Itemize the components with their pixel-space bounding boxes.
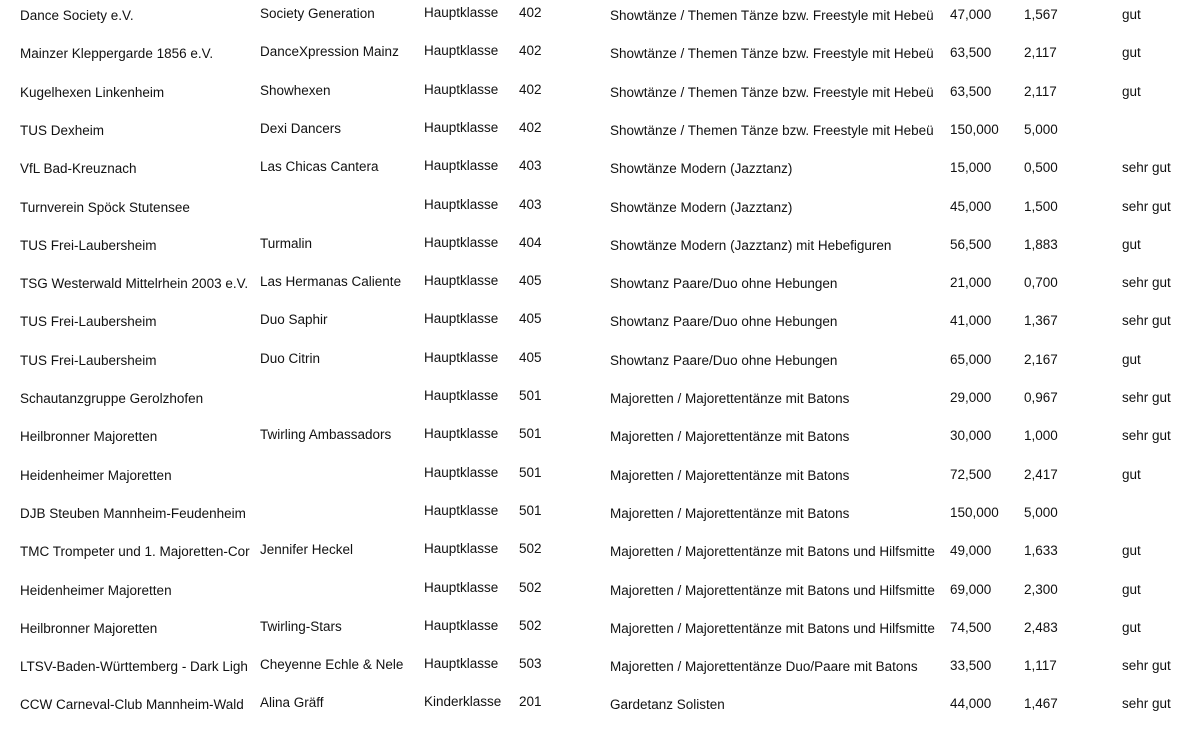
score-cell: 74,500 bbox=[950, 619, 992, 635]
number-cell: 201 bbox=[519, 694, 542, 710]
class-cell: Hauptklasse bbox=[424, 388, 499, 403]
class-cell: Hauptklasse bbox=[424, 579, 499, 595]
score-cell: 45,000 bbox=[950, 198, 992, 214]
table-row bbox=[0, 536, 1200, 574]
average-cell: 0,500 bbox=[1024, 160, 1058, 176]
average-cell: 1,567 bbox=[1024, 7, 1058, 22]
class-cell: Hauptklasse bbox=[424, 234, 499, 250]
score-cell: 150,000 bbox=[950, 504, 999, 520]
number-cell: 402 bbox=[519, 119, 542, 135]
group-cell: Cheyenne Echle & Nele bbox=[260, 657, 404, 673]
group-cell: Las Chicas Cantera bbox=[260, 159, 379, 175]
category-cell: Majoretten / Majorettentänze mit Batons bbox=[610, 429, 850, 445]
category-cell: Showtanz Paare/Duo ohne Hebungen bbox=[610, 352, 838, 368]
class-cell: Hauptklasse bbox=[424, 502, 499, 518]
table-row bbox=[0, 115, 1200, 153]
score-cell: 15,000 bbox=[950, 160, 992, 176]
group-cell: DanceXpression Mainz bbox=[260, 44, 399, 60]
grade-cell: gut bbox=[1122, 236, 1141, 252]
average-cell: 1,000 bbox=[1024, 428, 1058, 444]
grade-cell: gut bbox=[1122, 581, 1141, 597]
club-cell: TMC Trompeter und 1. Majoretten-Cor bbox=[20, 544, 250, 560]
club-cell: Heilbronner Majoretten bbox=[20, 620, 158, 636]
grade-cell: sehr gut bbox=[1122, 390, 1171, 405]
club-cell: LTSV-Baden-Württemberg - Dark Ligh bbox=[20, 659, 248, 675]
number-cell: 405 bbox=[519, 273, 542, 289]
group-cell: Jennifer Heckel bbox=[260, 542, 354, 558]
club-cell: DJB Steuben Mannheim-Feudenheim bbox=[20, 505, 246, 521]
group-cell: Twirling-Stars bbox=[260, 618, 342, 634]
average-cell: 5,000 bbox=[1024, 504, 1058, 520]
score-cell: 150,000 bbox=[950, 121, 999, 137]
average-cell: 2,417 bbox=[1024, 466, 1058, 482]
table-row bbox=[0, 498, 1200, 536]
class-cell: Hauptklasse bbox=[424, 349, 499, 365]
table-row bbox=[0, 192, 1200, 230]
table-row bbox=[0, 153, 1200, 191]
group-cell: Turmalin bbox=[260, 235, 313, 251]
group-cell: Duo Citrin bbox=[260, 350, 321, 366]
group-cell: Society Generation bbox=[260, 6, 375, 21]
category-cell: Showtänze Modern (Jazztanz) mit Hebefiguren bbox=[610, 237, 892, 253]
number-cell: 502 bbox=[519, 617, 542, 633]
club-cell: Heidenheimer Majoretten bbox=[20, 467, 172, 483]
number-cell: 501 bbox=[519, 502, 542, 518]
average-cell: 2,483 bbox=[1024, 619, 1058, 635]
table-row bbox=[0, 345, 1200, 383]
group-cell: Twirling Ambassadors bbox=[260, 427, 392, 443]
average-cell: 0,967 bbox=[1024, 390, 1058, 405]
grade-cell: sehr gut bbox=[1122, 658, 1171, 674]
average-cell: 2,300 bbox=[1024, 581, 1058, 597]
group-cell: Showhexen bbox=[260, 82, 331, 98]
category-cell: Showtänze / Themen Tänze bzw. Freestyle mit Hebeü bbox=[610, 122, 934, 138]
score-cell: 41,000 bbox=[950, 313, 992, 329]
class-cell: Hauptklasse bbox=[424, 158, 499, 174]
score-cell: 21,000 bbox=[950, 275, 992, 291]
class-cell: Hauptklasse bbox=[424, 81, 499, 97]
score-cell: 65,000 bbox=[950, 351, 992, 367]
club-cell: Heidenheimer Majoretten bbox=[20, 582, 172, 598]
category-cell: Majoretten / Majorettentänze mit Batons und Hilfsmitte bbox=[610, 544, 935, 560]
grade-cell: sehr gut bbox=[1122, 313, 1171, 329]
score-cell: 47,000 bbox=[950, 7, 992, 22]
grade-cell: gut bbox=[1122, 7, 1141, 22]
average-cell: 1,117 bbox=[1024, 658, 1057, 674]
grade-cell: gut bbox=[1122, 351, 1141, 367]
number-cell: 405 bbox=[519, 311, 542, 327]
category-cell: Majoretten / Majorettentänze mit Batons und Hilfsmitte bbox=[610, 582, 935, 598]
score-cell: 33,500 bbox=[950, 658, 992, 674]
grade-cell: gut bbox=[1122, 45, 1141, 61]
table-row bbox=[0, 0, 1200, 38]
category-cell: Showtanz Paare/Duo ohne Hebungen bbox=[610, 314, 838, 330]
category-cell: Showtanz Paare/Duo ohne Hebungen bbox=[610, 276, 838, 292]
number-cell: 402 bbox=[519, 81, 542, 97]
class-cell: Kinderklasse bbox=[424, 694, 502, 710]
grade-cell: gut bbox=[1122, 83, 1141, 99]
club-cell: Turnverein Spöck Stutensee bbox=[20, 199, 190, 215]
score-cell: 29,000 bbox=[950, 390, 992, 405]
table-row bbox=[0, 460, 1200, 498]
score-cell: 69,000 bbox=[950, 581, 992, 597]
category-cell: Showtänze Modern (Jazztanz) bbox=[610, 161, 793, 177]
table-row bbox=[0, 575, 1200, 613]
class-cell: Hauptklasse bbox=[424, 541, 499, 557]
table-row bbox=[0, 268, 1200, 306]
club-cell: VfL Bad-Kreuznach bbox=[20, 161, 137, 177]
grade-cell: sehr gut bbox=[1122, 275, 1171, 291]
score-cell: 72,500 bbox=[950, 466, 992, 482]
table-row bbox=[0, 77, 1200, 115]
table-row bbox=[0, 306, 1200, 344]
class-cell: Hauptklasse bbox=[424, 464, 499, 480]
category-cell: Majoretten / Majorettentänze mit Batons bbox=[610, 467, 850, 483]
category-cell: Majoretten / Majorettentänze mit Batons bbox=[610, 391, 850, 406]
group-cell: Alina Gräff bbox=[260, 695, 324, 711]
average-cell: 5,000 bbox=[1024, 121, 1058, 137]
score-cell: 63,500 bbox=[950, 83, 992, 99]
number-cell: 402 bbox=[519, 43, 542, 59]
grade-cell: gut bbox=[1122, 543, 1141, 559]
club-cell: TSG Westerwald Mittelrhein 2003 e.V. bbox=[20, 276, 249, 292]
category-cell: Showtänze / Themen Tänze bzw. Freestyle mit Hebeü bbox=[610, 84, 934, 100]
category-cell: Majoretten / Majorettentänze mit Batons bbox=[610, 505, 850, 521]
grade-cell: gut bbox=[1122, 619, 1141, 635]
class-cell: Hauptklasse bbox=[424, 426, 499, 442]
class-cell: Hauptklasse bbox=[424, 196, 499, 212]
class-cell: Hauptklasse bbox=[424, 43, 499, 59]
class-cell: Hauptklasse bbox=[424, 617, 499, 633]
average-cell: 1,633 bbox=[1024, 543, 1058, 559]
average-cell: 0,700 bbox=[1024, 275, 1058, 291]
table-row bbox=[0, 38, 1200, 76]
score-cell: 56,500 bbox=[950, 236, 992, 252]
score-cell: 49,000 bbox=[950, 543, 992, 559]
table-row bbox=[0, 421, 1200, 459]
average-cell: 2,167 bbox=[1024, 351, 1058, 367]
score-cell: 63,500 bbox=[950, 45, 992, 61]
number-cell: 501 bbox=[519, 464, 542, 480]
class-cell: Hauptklasse bbox=[424, 273, 499, 289]
category-cell: Showtänze Modern (Jazztanz) bbox=[610, 199, 793, 215]
table-row bbox=[0, 689, 1200, 727]
club-cell: Heilbronner Majoretten bbox=[20, 429, 158, 445]
average-cell: 1,367 bbox=[1024, 313, 1058, 329]
category-cell: Majoretten / Majorettentänze Duo/Paare mit Batons bbox=[610, 659, 918, 675]
score-cell: 30,000 bbox=[950, 428, 992, 444]
number-cell: 403 bbox=[519, 158, 542, 174]
club-cell: TUS Dexheim bbox=[20, 122, 105, 138]
grade-cell: sehr gut bbox=[1122, 160, 1171, 176]
class-cell: Hauptklasse bbox=[424, 311, 499, 327]
table-row bbox=[0, 613, 1200, 651]
grade-cell: gut bbox=[1122, 466, 1141, 482]
category-cell: Showtänze / Themen Tänze bzw. Freestyle mit Hebeü bbox=[610, 8, 934, 23]
club-cell: TUS Frei-Laubersheim bbox=[20, 352, 157, 368]
group-cell: Duo Saphir bbox=[260, 312, 328, 328]
club-cell: Dance Society e.V. bbox=[20, 8, 134, 23]
number-cell: 403 bbox=[519, 196, 542, 212]
grade-cell: sehr gut bbox=[1122, 696, 1171, 712]
group-cell: Dexi Dancers bbox=[260, 120, 342, 136]
number-cell: 502 bbox=[519, 579, 542, 595]
average-cell: 1,467 bbox=[1024, 696, 1058, 712]
grade-cell: sehr gut bbox=[1122, 428, 1171, 444]
club-cell: TUS Frei-Laubersheim bbox=[20, 314, 157, 330]
club-cell: Schautanzgruppe Gerolzhofen bbox=[20, 391, 204, 406]
average-cell: 2,117 bbox=[1024, 45, 1057, 61]
group-cell: Las Hermanas Caliente bbox=[260, 274, 402, 290]
score-cell: 44,000 bbox=[950, 696, 992, 712]
club-cell: CCW Carneval-Club Mannheim-Wald bbox=[20, 697, 244, 713]
club-cell: Kugelhexen Linkenheim bbox=[20, 84, 165, 100]
number-cell: 402 bbox=[519, 5, 542, 20]
number-cell: 404 bbox=[519, 234, 542, 250]
class-cell: Hauptklasse bbox=[424, 656, 499, 672]
class-cell: Hauptklasse bbox=[424, 5, 499, 20]
number-cell: 502 bbox=[519, 541, 542, 557]
number-cell: 501 bbox=[519, 426, 542, 442]
average-cell: 2,117 bbox=[1024, 83, 1057, 99]
class-cell: Hauptklasse bbox=[424, 119, 499, 135]
number-cell: 503 bbox=[519, 656, 542, 672]
table-row bbox=[0, 230, 1200, 268]
category-cell: Showtänze / Themen Tänze bzw. Freestyle mit Hebeü bbox=[610, 46, 934, 62]
average-cell: 1,883 bbox=[1024, 236, 1058, 252]
club-cell: TUS Frei-Laubersheim bbox=[20, 237, 157, 253]
category-cell: Majoretten / Majorettentänze mit Batons und Hilfsmitte bbox=[610, 620, 935, 636]
grade-cell: sehr gut bbox=[1122, 198, 1171, 214]
number-cell: 405 bbox=[519, 349, 542, 365]
table-row bbox=[0, 651, 1200, 689]
category-cell: Gardetanz Solisten bbox=[610, 697, 725, 713]
table-row bbox=[0, 383, 1200, 421]
number-cell: 501 bbox=[519, 388, 542, 403]
average-cell: 1,500 bbox=[1024, 198, 1058, 214]
club-cell: Mainzer Kleppergarde 1856 e.V. bbox=[20, 46, 214, 62]
